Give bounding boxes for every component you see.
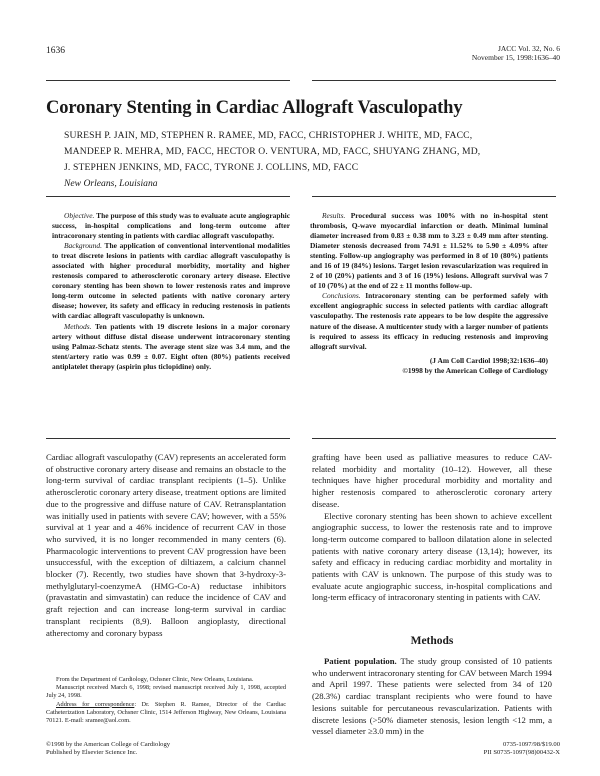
header-rule-left bbox=[46, 80, 290, 81]
footnote-correspondence-text: : Dr. Stephen R. Ramee, Director of the Cardiac Catheterization Laboratory, Ochsner Clinic, 1514 Jefferson Highway, New Orleans, Louisiana 70121. E-mail: sramee@aol.com. bbox=[46, 700, 286, 725]
bottom-copyright: ©1998 by the American College of Cardiology bbox=[46, 741, 171, 748]
abstract-conclusions-text: Intracoronary stenting can be performed safely with excellent angiographic success in selected patients with cardiac allograft vasculopathy. The restenosis rate appears to be low despite the aggressive nature of the disease. A multicenter study with a larger number of patients is required to assess its efficacy in reducing restenosis and improving allograft survival. bbox=[310, 291, 548, 351]
abstract-results-heading: Results. bbox=[322, 211, 346, 220]
abstract-methods-heading: Methods. bbox=[64, 321, 92, 331]
bottom-issn: 0735-1097/98/$19.00 bbox=[503, 741, 560, 748]
journal-line-2: November 15, 1998:1636–40 bbox=[471, 53, 560, 62]
abstract-background bbox=[52, 241, 290, 321]
abstract-objective-text: The purpose of this study was to evaluate acute angiographic success, in-hospital complications and long-term outcome after intracoronary stenting in patients with cardiac allograft vasculopathy. bbox=[52, 211, 290, 241]
journal-reference bbox=[472, 44, 560, 62]
footnote-department: From the Department of Cardiology, Ochsner Clinic, New Orleans, Louisiana. bbox=[56, 676, 254, 683]
body-left-column bbox=[46, 452, 286, 639]
body-right-column bbox=[312, 452, 552, 604]
abstract-rule-right bbox=[312, 196, 556, 197]
author-location: New Orleans, Louisiana bbox=[64, 178, 158, 189]
footnote-manuscript: Manuscript received March 6, 1998; revised manuscript received July 1, 1998, accepted July 24, 1998. bbox=[46, 684, 286, 700]
abstract-conclusions-heading: Conclusions. bbox=[322, 291, 361, 301]
abstract-citation: (J Am Coll Cardiol 1998;32:1636–40) bbox=[429, 355, 548, 365]
abstract-right-column bbox=[310, 211, 548, 376]
footnote bbox=[46, 676, 286, 725]
abstract-copyright: ©1998 by the American College of Cardiology bbox=[402, 365, 548, 375]
bottom-publisher: Published by Elsevier Science Inc. bbox=[46, 749, 138, 757]
abstract-end-rule-right bbox=[312, 438, 556, 439]
abstract-methods-text: Ten patients with 19 discrete lesions in a major coronary artery without diffuse distal disease underwent intracoronary stenting using Palmaz-Schatz stents. The average stent size was 3.4 mm, and the stent/artery ratio was 0.99 ± 0.07. Eight often (80%) patients received antiplatelet therapy (aspirin plus ticlopidine) only. bbox=[52, 321, 290, 371]
methods-heading: Methods bbox=[410, 635, 454, 647]
abstract-results-text: Procedural success was 100% with no in-hospital stent thrombosis, Q-wave myocardial infarction or death. Minimal luminal diameter increased from 0.83 ± 0.38 mm to 3.23 ± 0.49 mm after stenting. Diameter stenosis decreased from 74.91 ± 11.52% to 5.90 ± 4.09% after stenting. Follow-up angiography was performed in 8 of 10 (80%) patients and 16 of 19 (84%) lesions. Target lesion revascularization was required in 2 of 10 (20%) patients and 3 of 16 (19%) lesions. Allograft survival was 7 of 10 (70%) at the end of 22 ± 11 months follow-up. bbox=[310, 211, 548, 291]
bottom-left-publisher bbox=[46, 741, 170, 758]
journal-line-1: JACC Vol. 32, No. 6 bbox=[497, 44, 560, 53]
header-rule-right bbox=[312, 80, 556, 81]
abstract-results bbox=[310, 211, 548, 291]
bottom-right-ids bbox=[484, 741, 560, 758]
abstract-rule-left bbox=[46, 196, 290, 197]
page-number: 1636 bbox=[46, 46, 65, 56]
footnote-correspondence bbox=[46, 701, 286, 726]
abstract-background-text: The application of conventional interventional modalities to treat discrete lesions in patients with cardiac allograft vasculopathy is associated with higher procedural morbidity, mortality and higher restenosis compared to atherosclerotic coronary artery disease. Elective coronary stenting has been shown to lower restenosis rates and improve long-term outcome in selected patients with native coronary artery disease; however, its safety and efficacy in reducing restenosis in patients with cardiac allograft vasculopathy is unknown. bbox=[52, 241, 290, 321]
intro-paragraph-1: Cardiac allograft vasculopathy (CAV) represents an accelerated form of obstructive coronary artery disease and remains an obstacle to the long-term survival of cardiac transplant recipients (1–5). Unlike atherosclerotic coronary artery disease, treatment options are limited due to the progressive and diffuse nature of CAV. Retransplantation was initially used in patients with severe CAV; however, with a 55% survival at 1 year and a 46% incidence of recurrent CAV in those who survived, it is no longer recommended in many centers (6). Pharmacologic interventions to prevent CAV progression have been unsuccessful, with the exception of diltiazem, a calcium channel blocker (7). Recently, two studies have shown that 3-hydroxy-3-methylglutaryl-coenzymeA (HMG-Co-A) reductase inhibitors (pravastatin and simvastatin) can reduce the incidence of CAV and graft rejection and can increase long-term survival in cardiac transplant recipients (8,9). Balloon angioplasty, directional atherectomy and coronary bypass bbox=[46, 452, 286, 638]
abstract-methods bbox=[52, 322, 290, 372]
intro-paragraph-2: grafting have been used as palliative measures to reduce CAV-related morbidity and mortality (10–12). However, all these techniques have higher procedural morbidity and mortality and higher restenosis compared to atherosclerotic coronary artery disease. bbox=[312, 452, 552, 509]
abstract-background-heading: Background. bbox=[64, 241, 102, 251]
article-title: Coronary Stenting in Cardiac Allograft Vasculopathy bbox=[46, 98, 463, 118]
methods-section bbox=[312, 656, 552, 738]
abstract-objective bbox=[52, 211, 290, 241]
abstract-end-rule-left bbox=[46, 438, 290, 439]
methods-paragraph bbox=[312, 656, 552, 738]
abstract-left-column bbox=[52, 211, 290, 372]
bottom-pii: PII S0735-1097(98)00432-X bbox=[483, 749, 560, 757]
author-list bbox=[64, 128, 564, 176]
footnote-correspondence-label: Address for correspondence bbox=[56, 700, 135, 708]
author-line-2: MANDEEP R. MEHRA, MD, FACC, HECTOR O. VENTURA, MD, FACC, SHUYANG ZHANG, MD, bbox=[64, 146, 481, 157]
abstract-conclusions bbox=[310, 291, 548, 351]
methods-paragraph-text: The study group consisted of 10 patients who underwent intracoronary stenting for CAV between March 1994 and April 1997. These patients were selected from 34 of 120 (28.3%) cardiac transplant recipients who were found to have lesions suitable for percutaneous revascularization. Patients with discrete lesions (>50% diameter stenosis, lesion length <12 mm, a vessel diameter ≥3.0 mm) in the bbox=[312, 656, 552, 737]
abstract-objective-heading: Objective. bbox=[64, 211, 95, 220]
intro-paragraph-3: Elective coronary stenting has been shown to achieve excellent angiographic success, to lower the restenosis rate and to improve long-term outcome compared to balloon dilatation alone in selected patients with native coronary artery disease (13,14); however, its safety and efficacy in reducing cardiac morbidity and mortality in patients with CAV is unknown. The purpose of this study was to evaluate acute angiographic success, in-hospital complications and long-term efficacy of intracoronary stenting in patients with CAV. bbox=[312, 510, 552, 603]
methods-subheading: Patient population. bbox=[324, 656, 397, 666]
author-line-1: SURESH P. JAIN, MD, STEPHEN R. RAMEE, MD, FACC, CHRISTOPHER J. WHITE, MD, FACC, bbox=[64, 130, 473, 141]
author-line-3: J. STEPHEN JENKINS, MD, FACC, TYRONE J. COLLINS, MD, FACC bbox=[64, 162, 359, 173]
